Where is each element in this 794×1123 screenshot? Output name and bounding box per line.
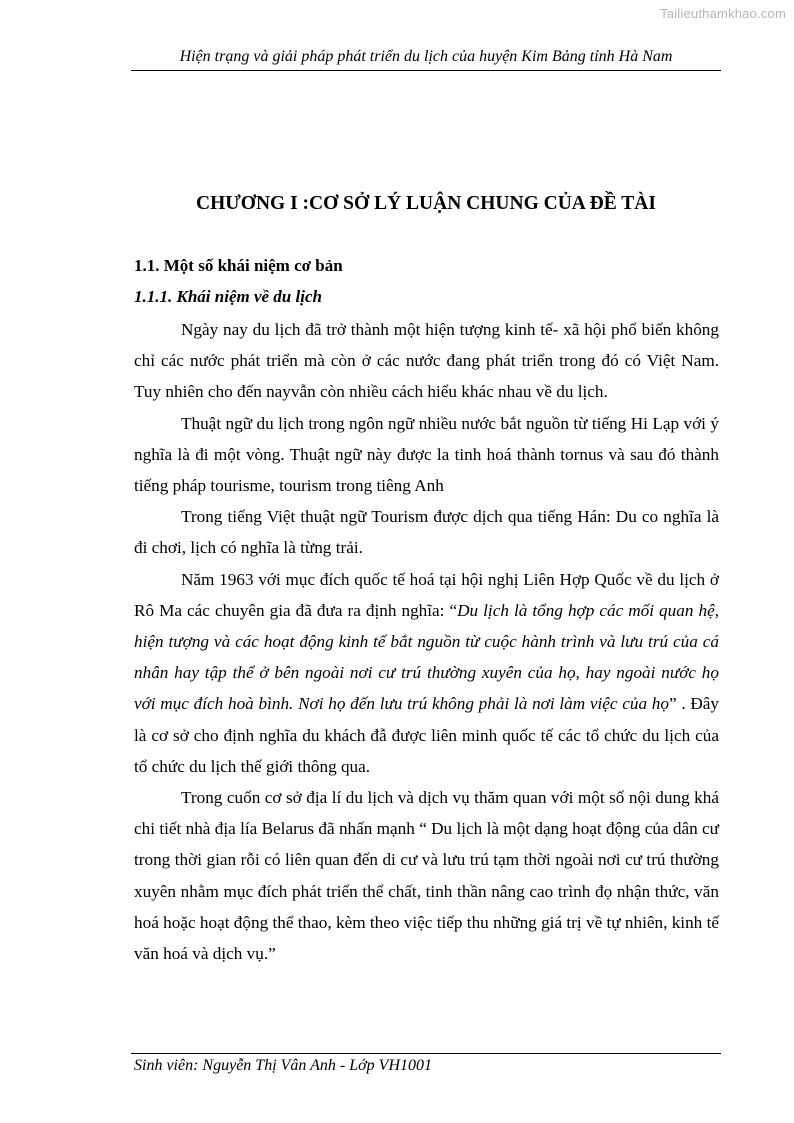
running-header: Hiện trạng và giải pháp phát triển du lịch của huyện Kim Bảng tỉnh Hà Nam	[179, 48, 673, 65]
header-divider	[131, 70, 721, 71]
paragraph-4-intro: Năm 1963 với mục đích quốc tế hoá tại hội nghị Liên Hợp Quốc về du lịch ở Rô Ma các chuyên gia đã đưa ra định nghĩa: “	[134, 569, 719, 620]
definition-quote: Du lịch là tổng hợp các mối quan hệ, hiện tượng và các hoạt động kinh tế bắt nguồn từ cuộc hành trình và lưu trú của cá nhân hay tập thể ở bên ngoài nơi cư trú thường xuyên của họ, hay ngoài nước họ với mục đích hoà bình. Nơi họ đến lưu trú không phải là nơi làm việc của họ	[134, 600, 719, 714]
paragraph-5: Trong cuốn cơ sở địa lí du lịch và dịch vụ thăm quan với một số nội dung khá chi tiết nhà địa lía Belarus đã nhấn mạnh “ Du lịch là một dạng hoạt động của dân cư trong thời gian rỗi có liên quan đến di cư và lưu trú tạm thời ngoài nơi cư trú thường xuyên nhằm mục đích phát triển thể chất, tinh thần nâng cao trình đọ nhận thức, văn hoá hoặc hoạt động thể thao, kèm theo việc tiếp thu những giá trị về tự nhiên, kinh tế văn hoá và dịch vụ.”	[134, 788, 719, 964]
chapter-title: CHƯƠNG I :CƠ SỞ LÝ LUẬN CHUNG CỦA ĐỀ TÀI	[196, 193, 656, 214]
section-heading: 1.1. Một số khái niệm cơ bản	[134, 256, 343, 275]
paragraph-3: Trong tiếng Việt thuật ngữ Tourism được dịch qua tiếng Hán: Du co nghĩa là đi chơi, lịch có nghĩa là từng trải.	[134, 507, 719, 558]
footer-divider	[131, 1053, 721, 1054]
paragraph-4-outro: ” . Đây là cơ sở cho định nghĩa du khách đẫ được liên minh quốc tế các tổ chức du lịch của tổ chức du lịch thế giới thông qua.	[134, 694, 720, 776]
watermark-text: Tailieuthamkhao.com	[660, 6, 786, 21]
body-text	[134, 314, 719, 969]
running-footer: Sinh viên: Nguyễn Thị Vân Anh - Lớp VH1001	[134, 1057, 432, 1074]
paragraph-2: Thuật ngữ du lịch trong ngôn ngữ nhiều nước bắt nguồn từ tiếng Hi Lạp với ý nghĩa là đi một vòng. Thuật ngữ này được la tinh hoá thành tornus và sau đó thành tiếng pháp tourisme, tourism trong tiêng Anh	[134, 413, 719, 496]
paragraph-4	[134, 564, 719, 782]
paragraph-1: Ngày nay du lịch đã trở thành một hiện tượng kinh tế- xã hội phổ biến không chỉ các nước phát triển mà còn ở các nước đang phát triển trong đó có Việt Nam. Tuy nhiên cho đến nayvẫn còn nhiều cách hiểu khác nhau về du lịch.	[134, 320, 719, 402]
subsection-heading: 1.1.1. Khái niệm về du lịch	[134, 287, 322, 306]
